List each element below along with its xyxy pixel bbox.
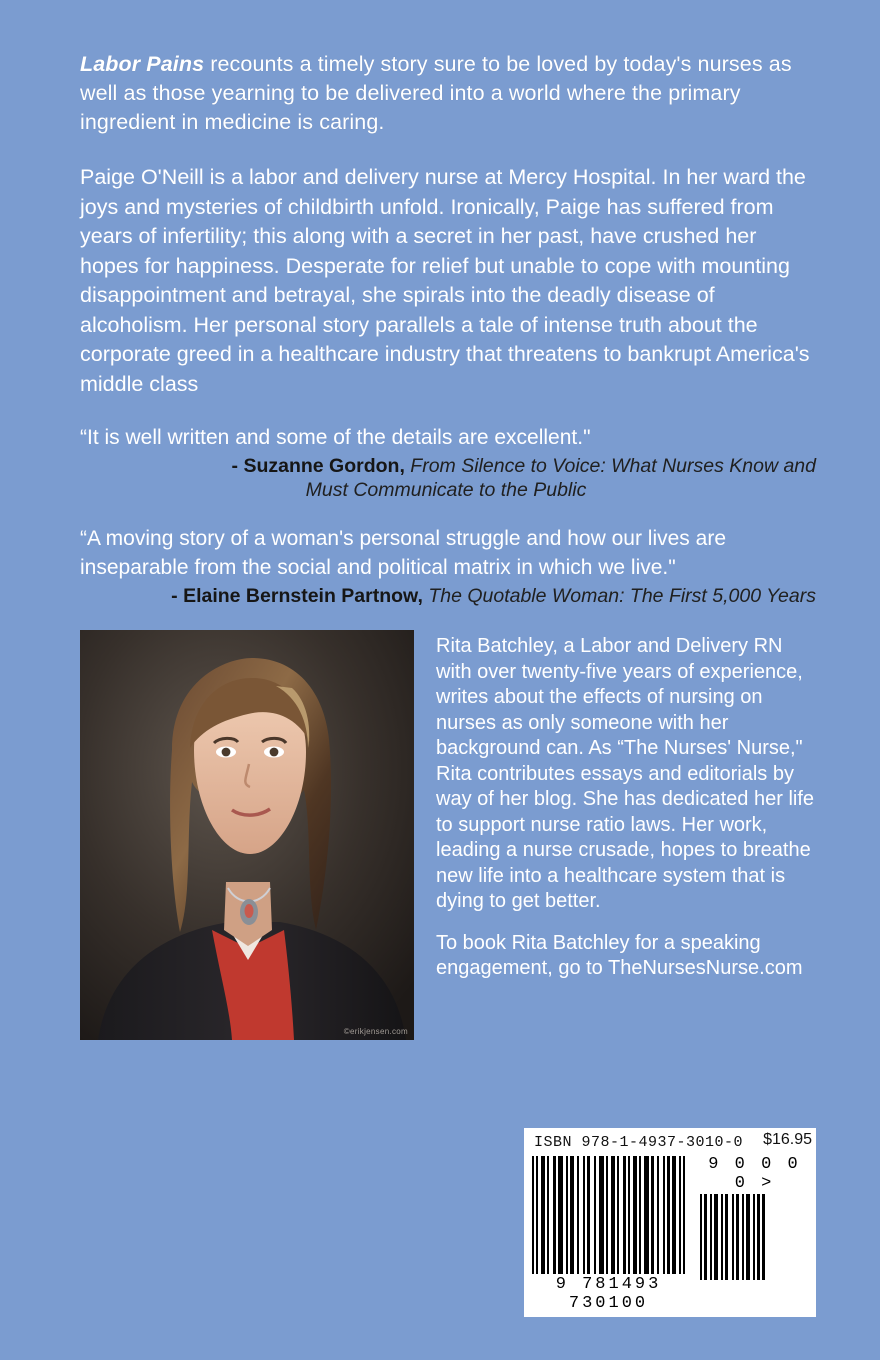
photo-credit: ©erikjensen.com <box>343 1027 408 1036</box>
barcode-row <box>524 1151 816 1317</box>
ean13-digits: 9 781493 730100 <box>532 1274 685 1313</box>
isbn-price-line <box>524 1128 816 1151</box>
blurb-paragraph <box>80 50 818 137</box>
price-label: $16.95 <box>763 1131 812 1148</box>
author-bio-text: Rita Batchley, a Labor and Delivery RN with over twenty-five years of experience, writes about the effects of nursing on nurses as only someone with her background can. As “The Nurses' Nurse," Rita contributes essays and editorials by way of her blog. She has dedicated her life to support nurse ratio laws. Her work, leading a nurse crusade, hopes to breathe new life into a healthcare system that is dying to get better. <box>436 635 815 912</box>
quote-block-1 <box>80 423 818 502</box>
quote-attribution-1 <box>80 454 818 502</box>
author-section <box>80 630 818 1040</box>
quote-block-2 <box>80 524 818 608</box>
author-portrait-illustration <box>80 630 414 1040</box>
addon-digits: 9 0 0 0 0 > <box>700 1155 809 1193</box>
barcode-area <box>524 1128 816 1317</box>
ean13-bars <box>532 1156 685 1274</box>
quote-work-1: From Silence to Voice: What Nurses Know and <box>404 455 816 477</box>
addon-bars <box>700 1194 809 1280</box>
quote-author-1: - Suzanne Gordon, <box>231 455 405 477</box>
quote-attribution-2 <box>80 584 818 608</box>
blurb-text: recounts a timely story sure to be loved by today's nurses as well as those yearning to be delivered into a world where the primary ingredient in medicine is caring. <box>80 52 792 134</box>
ean13-barcode <box>528 1153 689 1313</box>
quote-author-2: - Elaine Bernstein Partnow, <box>171 585 423 607</box>
quote-work-2: The Quotable Woman: The First 5,000 Years <box>422 585 816 607</box>
author-bio <box>436 630 818 1040</box>
isbn-label: ISBN 978-1-4937-3010-0 <box>530 1132 747 1151</box>
barcode-panel <box>524 1128 816 1317</box>
author-photo <box>80 630 414 1040</box>
quote-text-1: “It is well written and some of the details are excellent." <box>80 426 591 449</box>
synopsis-paragraph: Paige O'Neill is a labor and delivery nurse at Mercy Hospital. In her ward the joys and mysteries of childbirth unfold. Ironically, Paige has suffered from years of infertility; this along with a secret in her past, have crushed her hopes for happiness. Desperate for relief but unable to cope with mounting disappointment and betrayal, she spirals into the deadly disease of alcoholism. Her personal story parallels a tale of intense truth about the corporate greed in a healthcare industry that threatens to bankrupt America's middle class <box>80 165 810 396</box>
quote-work-1-line2: Must Communicate to the Public <box>305 479 587 501</box>
book-title-inline: Labor Pains <box>80 52 205 76</box>
author-contact-text: To book Rita Batchley for a speaking engagement, go to TheNursesNurse.com <box>436 931 803 979</box>
quote-text-2: “A moving story of a woman's personal struggle and how our lives are inseparable from the social and political matrix in which we live." <box>80 527 726 579</box>
price-addon-barcode <box>697 1153 812 1280</box>
